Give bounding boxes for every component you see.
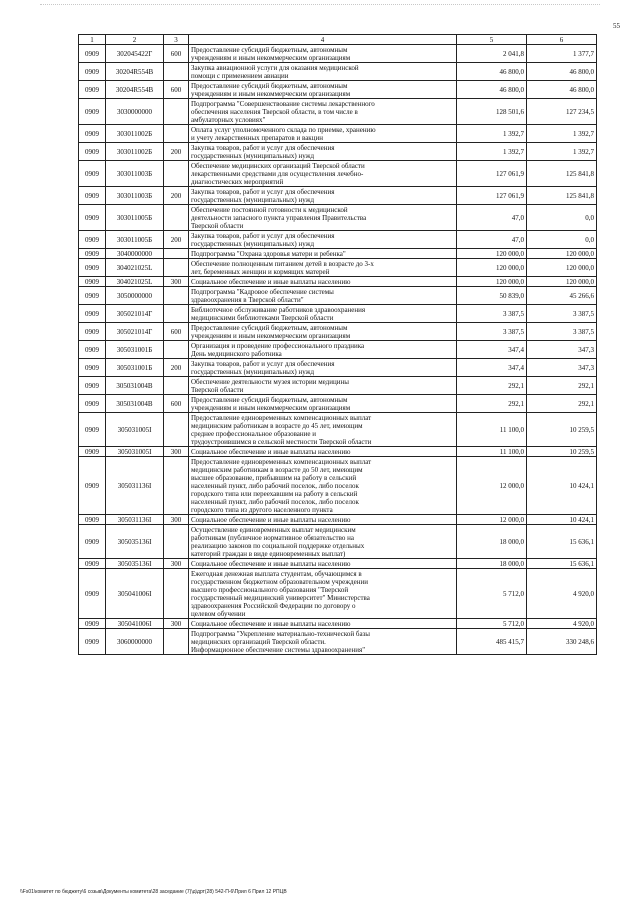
description-line: здравоохранения Российской Федерации по договору о bbox=[191, 601, 356, 610]
executed-amount-cell: 127 234,5 bbox=[527, 99, 597, 125]
table-row bbox=[79, 569, 597, 619]
target-article-cell: 303011005Б bbox=[106, 231, 164, 249]
table-row bbox=[79, 629, 597, 655]
table-row bbox=[79, 231, 597, 249]
description-cell bbox=[189, 249, 457, 259]
executed-amount-cell: 347,3 bbox=[527, 359, 597, 377]
description-line: амбулаторных условиях" bbox=[191, 115, 266, 124]
section-code-cell: 0909 bbox=[79, 287, 106, 305]
table-body bbox=[79, 45, 597, 655]
column-header: 2 bbox=[106, 35, 164, 45]
table-row bbox=[79, 413, 597, 447]
description-line: Предоставление субсидий бюджетным, автономным bbox=[191, 323, 348, 332]
expense-kind-cell bbox=[164, 569, 189, 619]
planned-amount-cell: 292,1 bbox=[457, 395, 527, 413]
target-article-cell: 305031005I bbox=[106, 413, 164, 447]
target-article-cell: 305035136I bbox=[106, 559, 164, 569]
executed-amount-cell: 46 800,0 bbox=[527, 81, 597, 99]
description-line: Оплата услуг уполномоченного склада по приемке, хранению bbox=[191, 125, 376, 134]
table-row bbox=[79, 287, 597, 305]
description-cell bbox=[189, 515, 457, 525]
executed-amount-cell: 45 266,6 bbox=[527, 287, 597, 305]
planned-amount-cell: 47,0 bbox=[457, 205, 527, 231]
description-line: Обеспечение постоянной готовности к медицинской bbox=[191, 205, 348, 214]
target-article-cell: 304021025L bbox=[106, 277, 164, 287]
planned-amount-cell: 18 000,0 bbox=[457, 525, 527, 559]
section-code-cell: 0909 bbox=[79, 323, 106, 341]
description-cell bbox=[189, 559, 457, 569]
table-row bbox=[79, 359, 597, 377]
description-line: Тверской области bbox=[191, 385, 244, 394]
planned-amount-cell: 120 000,0 bbox=[457, 277, 527, 287]
expense-kind-cell bbox=[164, 205, 189, 231]
executed-amount-cell: 4 920,0 bbox=[527, 619, 597, 629]
expense-kind-cell: 200 bbox=[164, 143, 189, 161]
executed-amount-cell: 120 000,0 bbox=[527, 277, 597, 287]
description-cell bbox=[189, 323, 457, 341]
expense-kind-cell: 600 bbox=[164, 45, 189, 63]
description-line: трудоустроившимся в сельской местности Тверской области bbox=[191, 437, 372, 446]
section-code-cell: 0909 bbox=[79, 569, 106, 619]
description-cell bbox=[189, 99, 457, 125]
description-cell bbox=[189, 231, 457, 249]
description-line: Осуществление единовременных выплат медицинским bbox=[191, 525, 356, 534]
description-line: учреждениям и иным некоммерческим организациям bbox=[191, 89, 351, 98]
expense-kind-cell bbox=[164, 249, 189, 259]
description-line: Закупка товаров, работ и услуг для обеспечения bbox=[191, 231, 335, 240]
description-line: государственном бюджетном образовательном учреждении bbox=[191, 577, 368, 586]
table-row bbox=[79, 457, 597, 515]
description-line: государственных (муниципальных) нужд bbox=[191, 151, 315, 160]
description-line: диагностических мероприятий bbox=[191, 177, 284, 186]
target-article-cell: 305031005I bbox=[106, 447, 164, 457]
description-line: Предоставление субсидий бюджетным, автономным bbox=[191, 395, 348, 404]
target-article-cell: 305041006I bbox=[106, 619, 164, 629]
planned-amount-cell: 46 800,0 bbox=[457, 81, 527, 99]
description-line: Обеспечение медицинских организаций Тверской области bbox=[191, 161, 365, 170]
description-cell bbox=[189, 447, 457, 457]
description-line: Закупка товаров, работ и услуг для обеспечения bbox=[191, 359, 335, 368]
description-line: реализацию законов по социальной поддержке отдельных bbox=[191, 541, 365, 550]
planned-amount-cell: 120 000,0 bbox=[457, 249, 527, 259]
description-line: и учету лекарственных препаратов и вакцин bbox=[191, 133, 323, 142]
description-line: высшее образование, прибывшим на работу в сельский bbox=[191, 473, 357, 482]
description-line: медицинскими библиотеками Тверской области bbox=[191, 313, 334, 322]
header-row bbox=[79, 35, 597, 45]
description-cell bbox=[189, 569, 457, 619]
description-line: населенный пункт, либо рабочий поселок, либо поселок bbox=[191, 481, 359, 490]
description-line: Библиотечное обслуживание работников здравоохранения bbox=[191, 305, 366, 314]
expense-kind-cell bbox=[164, 525, 189, 559]
column-header: 1 bbox=[79, 35, 106, 45]
target-article-cell: 30204R554B bbox=[106, 63, 164, 81]
target-article-cell: 305041006I bbox=[106, 569, 164, 619]
expense-kind-cell bbox=[164, 161, 189, 187]
description-line: государственных (муниципальных) нужд bbox=[191, 239, 315, 248]
executed-amount-cell: 330 248,6 bbox=[527, 629, 597, 655]
expense-kind-cell bbox=[164, 63, 189, 81]
description-line: высшего профессионального образования "Тверской bbox=[191, 585, 349, 594]
executed-amount-cell: 10 259,5 bbox=[527, 413, 597, 447]
description-line: Тверской области bbox=[191, 221, 244, 230]
section-code-cell: 0909 bbox=[79, 143, 106, 161]
executed-amount-cell: 46 800,0 bbox=[527, 63, 597, 81]
description-cell bbox=[189, 287, 457, 305]
executed-amount-cell: 347,3 bbox=[527, 341, 597, 359]
target-article-cell: 3030000000 bbox=[106, 99, 164, 125]
target-article-cell: 305031001Б bbox=[106, 359, 164, 377]
section-code-cell: 0909 bbox=[79, 457, 106, 515]
description-line: Закупка товаров, работ и услуг для обеспечения bbox=[191, 187, 335, 196]
description-cell bbox=[189, 619, 457, 629]
table-row bbox=[79, 277, 597, 287]
planned-amount-cell: 12 000,0 bbox=[457, 457, 527, 515]
section-code-cell: 0909 bbox=[79, 619, 106, 629]
column-header: 5 bbox=[457, 35, 527, 45]
description-line: государственных (муниципальных) нужд bbox=[191, 195, 315, 204]
executed-amount-cell: 1 392,7 bbox=[527, 143, 597, 161]
planned-amount-cell: 127 061,9 bbox=[457, 161, 527, 187]
table-row bbox=[79, 143, 597, 161]
section-code-cell: 0909 bbox=[79, 525, 106, 559]
target-article-cell: 304021025L bbox=[106, 259, 164, 277]
description-cell bbox=[189, 125, 457, 143]
expense-kind-cell bbox=[164, 287, 189, 305]
description-line: среднее профессиональное образование и bbox=[191, 429, 317, 438]
planned-amount-cell: 46 800,0 bbox=[457, 63, 527, 81]
description-line: обеспечения населения Тверской области, в том числе в bbox=[191, 107, 358, 116]
description-line: Подпрограмма "Кадровое обеспечение системы bbox=[191, 287, 334, 296]
expense-kind-cell bbox=[164, 377, 189, 395]
expense-kind-cell bbox=[164, 629, 189, 655]
table-row bbox=[79, 447, 597, 457]
column-header: 4 bbox=[189, 35, 457, 45]
planned-amount-cell: 12 000,0 bbox=[457, 515, 527, 525]
section-code-cell: 0909 bbox=[79, 515, 106, 525]
table-row bbox=[79, 559, 597, 569]
target-article-cell: 30204R554B bbox=[106, 81, 164, 99]
expense-kind-cell bbox=[164, 413, 189, 447]
description-line: учреждениям и иным некоммерческим организациям bbox=[191, 331, 351, 340]
target-article-cell: 303011003Б bbox=[106, 187, 164, 205]
executed-amount-cell: 15 636,1 bbox=[527, 559, 597, 569]
planned-amount-cell: 5 712,0 bbox=[457, 569, 527, 619]
table-row bbox=[79, 187, 597, 205]
planned-amount-cell: 11 100,0 bbox=[457, 447, 527, 457]
executed-amount-cell: 120 000,0 bbox=[527, 249, 597, 259]
planned-amount-cell: 485 415,7 bbox=[457, 629, 527, 655]
section-code-cell: 0909 bbox=[79, 125, 106, 143]
target-article-cell: 3050000000 bbox=[106, 287, 164, 305]
expense-kind-cell bbox=[164, 259, 189, 277]
executed-amount-cell: 10 424,1 bbox=[527, 457, 597, 515]
planned-amount-cell: 50 839,0 bbox=[457, 287, 527, 305]
planned-amount-cell: 127 061,9 bbox=[457, 187, 527, 205]
description-line: населенный пункт, либо рабочий поселок, либо поселок bbox=[191, 497, 359, 506]
description-line: Ежегодная денежная выплата студентам, обучающимся в bbox=[191, 569, 362, 578]
table-row bbox=[79, 81, 597, 99]
description-line: Социальное обеспечение и иные выплаты населению bbox=[191, 515, 351, 524]
target-article-cell: 303011002Б bbox=[106, 143, 164, 161]
planned-amount-cell: 292,1 bbox=[457, 377, 527, 395]
table-row bbox=[79, 99, 597, 125]
description-line: медицинских организаций Тверской области. bbox=[191, 637, 326, 646]
planned-amount-cell: 347,4 bbox=[457, 341, 527, 359]
description-line: деятельности запасного пункта управления Правительства bbox=[191, 213, 367, 222]
executed-amount-cell: 4 920,0 bbox=[527, 569, 597, 619]
description-cell bbox=[189, 161, 457, 187]
page-number: 55 bbox=[613, 22, 620, 30]
description-line: Закупка авиационной услуги для оказания медицинской bbox=[191, 63, 359, 72]
executed-amount-cell: 1 392,7 bbox=[527, 125, 597, 143]
planned-amount-cell: 120 000,0 bbox=[457, 259, 527, 277]
budget-table bbox=[78, 34, 597, 655]
executed-amount-cell: 3 387,5 bbox=[527, 323, 597, 341]
planned-amount-cell: 3 387,5 bbox=[457, 305, 527, 323]
description-cell bbox=[189, 63, 457, 81]
section-code-cell: 0909 bbox=[79, 629, 106, 655]
expense-kind-cell bbox=[164, 457, 189, 515]
description-cell bbox=[189, 457, 457, 515]
target-article-cell: 303011002Б bbox=[106, 125, 164, 143]
section-code-cell: 0909 bbox=[79, 341, 106, 359]
description-cell bbox=[189, 259, 457, 277]
description-line: Закупка товаров, работ и услуг для обеспечения bbox=[191, 143, 335, 152]
planned-amount-cell: 18 000,0 bbox=[457, 559, 527, 569]
table-row bbox=[79, 125, 597, 143]
target-article-cell: 305035136I bbox=[106, 525, 164, 559]
description-line: государственных (муниципальных) нужд bbox=[191, 367, 315, 376]
section-code-cell: 0909 bbox=[79, 413, 106, 447]
section-code-cell: 0909 bbox=[79, 359, 106, 377]
description-cell bbox=[189, 277, 457, 287]
table-row bbox=[79, 377, 597, 395]
description-line: целевом обучении bbox=[191, 609, 246, 618]
section-code-cell: 0909 bbox=[79, 305, 106, 323]
description-line: работникам (публичное нормативное обязательство на bbox=[191, 533, 354, 542]
expense-kind-cell: 300 bbox=[164, 515, 189, 525]
expense-kind-cell: 300 bbox=[164, 277, 189, 287]
description-cell bbox=[189, 45, 457, 63]
description-line: лет, беременных женщин и кормящих матерей bbox=[191, 267, 330, 276]
target-article-cell: 305031136I bbox=[106, 515, 164, 525]
description-line: Предоставление субсидий бюджетным, автономным bbox=[191, 45, 348, 54]
description-line: Предоставление субсидий бюджетным, автономным bbox=[191, 81, 348, 90]
executed-amount-cell: 125 841,8 bbox=[527, 187, 597, 205]
description-cell bbox=[189, 81, 457, 99]
executed-amount-cell: 125 841,8 bbox=[527, 161, 597, 187]
description-line: Подпрограмма "Совершенствование системы лекарственного bbox=[191, 99, 375, 108]
expense-kind-cell: 300 bbox=[164, 619, 189, 629]
description-line: Подпрограмма "Охрана здоровья матери и ребенка" bbox=[191, 249, 346, 258]
description-cell bbox=[189, 413, 457, 447]
planned-amount-cell: 128 501,6 bbox=[457, 99, 527, 125]
description-line: помощи с применением авиации bbox=[191, 71, 289, 80]
expense-kind-cell bbox=[164, 99, 189, 125]
executed-amount-cell: 0,0 bbox=[527, 231, 597, 249]
table-row bbox=[79, 515, 597, 525]
description-line: медицинским работникам в возрасте до 45 лет, имеющим bbox=[191, 421, 363, 430]
section-code-cell: 0909 bbox=[79, 395, 106, 413]
expense-kind-cell bbox=[164, 341, 189, 359]
target-article-cell: 303011005Б bbox=[106, 205, 164, 231]
executed-amount-cell: 292,1 bbox=[527, 395, 597, 413]
target-article-cell: 305031004B bbox=[106, 395, 164, 413]
description-line: Информационное обеспечение системы здравоохранения" bbox=[191, 645, 366, 654]
planned-amount-cell: 2 041,8 bbox=[457, 45, 527, 63]
expense-kind-cell: 300 bbox=[164, 447, 189, 457]
description-line: Социальное обеспечение и иные выплаты населению bbox=[191, 447, 351, 456]
description-cell bbox=[189, 341, 457, 359]
description-cell bbox=[189, 205, 457, 231]
description-line: Социальное обеспечение и иные выплаты населению bbox=[191, 559, 351, 568]
planned-amount-cell: 47,0 bbox=[457, 231, 527, 249]
expense-kind-cell: 300 bbox=[164, 559, 189, 569]
section-code-cell: 0909 bbox=[79, 231, 106, 249]
executed-amount-cell: 10 259,5 bbox=[527, 447, 597, 457]
section-code-cell: 0909 bbox=[79, 259, 106, 277]
description-cell bbox=[189, 525, 457, 559]
target-article-cell: 303011003Б bbox=[106, 161, 164, 187]
table-row bbox=[79, 525, 597, 559]
table-row bbox=[79, 341, 597, 359]
description-cell bbox=[189, 143, 457, 161]
table-row bbox=[79, 45, 597, 63]
table-row bbox=[79, 395, 597, 413]
description-line: городского типа из другого населенного пункта bbox=[191, 505, 333, 514]
target-article-cell: 3060000000 bbox=[106, 629, 164, 655]
description-cell bbox=[189, 377, 457, 395]
table-row bbox=[79, 619, 597, 629]
description-line: Организация и проведение профессионального праздника bbox=[191, 341, 365, 350]
planned-amount-cell: 347,4 bbox=[457, 359, 527, 377]
column-header: 6 bbox=[527, 35, 597, 45]
expense-kind-cell: 200 bbox=[164, 359, 189, 377]
description-line: Обеспечение деятельности музея истории медицины bbox=[191, 377, 349, 386]
executed-amount-cell: 15 636,1 bbox=[527, 525, 597, 559]
file-path-footer: \\Fs01\комитет по бюджету\6 созыв\Документы комитета\28 заседание (7)\д\дрт(28) 542-П-6\Прил 6 Прил 12 РПЦВ bbox=[20, 889, 287, 895]
description-line: Подпрограмма "Укрепление материально-технической базы bbox=[191, 629, 371, 638]
planned-amount-cell: 1 392,7 bbox=[457, 143, 527, 161]
executed-amount-cell: 3 387,5 bbox=[527, 305, 597, 323]
table-row bbox=[79, 205, 597, 231]
target-article-cell: 305031001Б bbox=[106, 341, 164, 359]
table-row bbox=[79, 259, 597, 277]
section-code-cell: 0909 bbox=[79, 63, 106, 81]
executed-amount-cell: 120 000,0 bbox=[527, 259, 597, 277]
table-row bbox=[79, 323, 597, 341]
description-cell bbox=[189, 359, 457, 377]
scan-artifact-line bbox=[40, 4, 600, 6]
planned-amount-cell: 11 100,0 bbox=[457, 413, 527, 447]
section-code-cell: 0909 bbox=[79, 447, 106, 457]
planned-amount-cell: 3 387,5 bbox=[457, 323, 527, 341]
table-row bbox=[79, 161, 597, 187]
target-article-cell: 305021014Г bbox=[106, 305, 164, 323]
description-line: учреждениям и иным некоммерческим организациям bbox=[191, 53, 351, 62]
executed-amount-cell: 0,0 bbox=[527, 205, 597, 231]
description-line: медицинским работникам в возрасте до 50 лет, имеющим bbox=[191, 465, 363, 474]
target-article-cell: 3040000000 bbox=[106, 249, 164, 259]
planned-amount-cell: 1 392,7 bbox=[457, 125, 527, 143]
section-code-cell: 0909 bbox=[79, 161, 106, 187]
executed-amount-cell: 10 424,1 bbox=[527, 515, 597, 525]
table-row bbox=[79, 305, 597, 323]
description-line: лекарственными средствами для осуществления лечебно- bbox=[191, 169, 364, 178]
description-cell bbox=[189, 187, 457, 205]
description-cell bbox=[189, 305, 457, 323]
description-line: учреждениям и иным некоммерческим организациям bbox=[191, 403, 351, 412]
description-line: Социальное обеспечение и иные выплаты населению bbox=[191, 619, 351, 628]
description-line: городского типа или переехавшим на работу в сельский bbox=[191, 489, 358, 498]
target-article-cell: 305021014Г bbox=[106, 323, 164, 341]
description-cell bbox=[189, 629, 457, 655]
description-line: Предоставление единовременных компенсационных выплат bbox=[191, 457, 372, 466]
target-article-cell: 305031004B bbox=[106, 377, 164, 395]
description-line: Предоставление единовременных компенсационных выплат bbox=[191, 413, 372, 422]
section-code-cell: 0909 bbox=[79, 277, 106, 287]
description-line: Обеспечение полноценным питанием детей в возрасте до 3-х bbox=[191, 259, 374, 268]
description-line: категорий граждан в виде единовременных выплат) bbox=[191, 549, 346, 558]
description-line: здравоохранения в Тверской области" bbox=[191, 295, 304, 304]
section-code-cell: 0909 bbox=[79, 249, 106, 259]
section-code-cell: 0909 bbox=[79, 187, 106, 205]
executed-amount-cell: 1 377,7 bbox=[527, 45, 597, 63]
expense-kind-cell bbox=[164, 125, 189, 143]
expense-kind-cell: 600 bbox=[164, 395, 189, 413]
expense-kind-cell: 600 bbox=[164, 323, 189, 341]
expense-kind-cell bbox=[164, 305, 189, 323]
section-code-cell: 0909 bbox=[79, 99, 106, 125]
section-code-cell: 0909 bbox=[79, 81, 106, 99]
section-code-cell: 0909 bbox=[79, 559, 106, 569]
section-code-cell: 0909 bbox=[79, 205, 106, 231]
planned-amount-cell: 5 712,0 bbox=[457, 619, 527, 629]
section-code-cell: 0909 bbox=[79, 45, 106, 63]
description-line: Социальное обеспечение и иные выплаты населению bbox=[191, 277, 351, 286]
expense-kind-cell: 200 bbox=[164, 231, 189, 249]
table-row bbox=[79, 249, 597, 259]
description-line: государственный медицинский университет" Министерства bbox=[191, 593, 370, 602]
description-line: День медицинского работника bbox=[191, 349, 282, 358]
column-header: 3 bbox=[164, 35, 189, 45]
expense-kind-cell: 200 bbox=[164, 187, 189, 205]
table-row bbox=[79, 63, 597, 81]
executed-amount-cell: 292,1 bbox=[527, 377, 597, 395]
target-article-cell: 302045422Г bbox=[106, 45, 164, 63]
expense-kind-cell: 600 bbox=[164, 81, 189, 99]
target-article-cell: 305031136I bbox=[106, 457, 164, 515]
description-cell bbox=[189, 395, 457, 413]
section-code-cell: 0909 bbox=[79, 377, 106, 395]
